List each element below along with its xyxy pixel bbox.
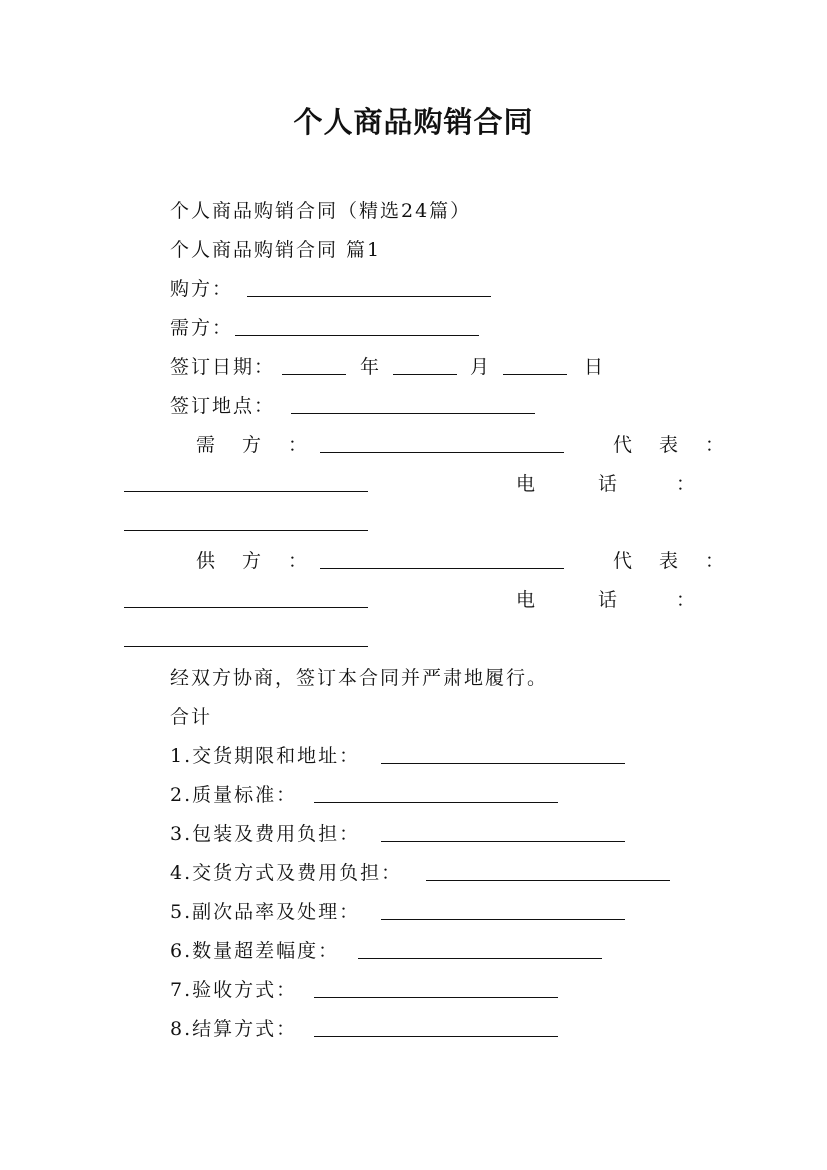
demander-label: 需方： [170, 317, 234, 339]
clause-7-blank[interactable] [314, 997, 558, 998]
clause-6-label: 6.数量超差幅度： [170, 940, 340, 962]
demand-phone-colon: ： [676, 473, 696, 495]
sign-place-label: 签订地点： [170, 395, 276, 417]
supply-phone-char1: 电 [516, 589, 536, 611]
demand-party-label: 需 方 ： [196, 434, 312, 456]
document-title: 个人商品购销合同 [293, 105, 534, 139]
clause-3-blank[interactable] [381, 841, 625, 842]
agreement-text: 经双方协商，签订本合同并严肃地履行。 [170, 667, 549, 689]
demand-phone-char2: 话 [598, 473, 618, 495]
demander-blank[interactable] [235, 335, 479, 336]
sign-year-label: 年 [360, 356, 380, 378]
supply-phone-char2: 话 [598, 589, 618, 611]
sign-month-blank[interactable] [393, 374, 457, 375]
clause-4-blank[interactable] [426, 880, 670, 881]
demand-party-blank[interactable] [320, 452, 564, 453]
supply-party-label: 供 方 ： [196, 550, 312, 572]
demand-phone-blank[interactable] [124, 530, 368, 531]
clause-2-label: 2.质量标准： [170, 784, 298, 806]
clause-6-blank[interactable] [358, 958, 602, 959]
demand-rep-blank[interactable] [124, 491, 368, 492]
demand-rep-label: 代 表 ： [613, 434, 729, 456]
supply-phone-blank[interactable] [124, 646, 368, 647]
sign-year-blank[interactable] [282, 374, 346, 375]
sign-date-label: 签订日期： [170, 356, 276, 378]
buyer-row [170, 277, 233, 301]
demand-phone-char1: 电 [516, 473, 536, 495]
buyer-blank[interactable] [247, 296, 491, 297]
sign-day-blank[interactable] [503, 374, 567, 375]
supply-rep-label: 代 表 ： [613, 550, 729, 572]
clause-1-blank[interactable] [381, 763, 625, 764]
supply-phone-colon: ： [676, 589, 696, 611]
demander-row [170, 316, 233, 340]
clause-5-label: 5.副次品率及处理： [170, 901, 361, 923]
supply-rep-blank[interactable] [124, 607, 368, 608]
clause-8-blank[interactable] [314, 1036, 558, 1037]
clause-2-blank[interactable] [314, 802, 558, 803]
clause-4-label: 4.交货方式及费用负担： [170, 862, 403, 884]
buyer-label: 购方： [170, 278, 234, 300]
sign-day-label: 日 [584, 356, 604, 378]
total-label: 合计 [170, 706, 213, 728]
clause-5-blank[interactable] [381, 919, 625, 920]
document-subtitle: 个人商品购销合同（精选24篇） [170, 200, 472, 222]
section-heading: 个人商品购销合同 篇1 [170, 239, 382, 261]
clause-7-label: 7.验收方式： [170, 979, 298, 1001]
sign-place-blank[interactable] [291, 413, 535, 414]
clause-1-label: 1.交货期限和地址： [170, 745, 361, 767]
supply-party-blank[interactable] [320, 568, 564, 569]
clause-3-label: 3.包装及费用负担： [170, 823, 361, 845]
sign-month-label: 月 [470, 356, 490, 378]
clause-8-label: 8.结算方式： [170, 1018, 298, 1040]
